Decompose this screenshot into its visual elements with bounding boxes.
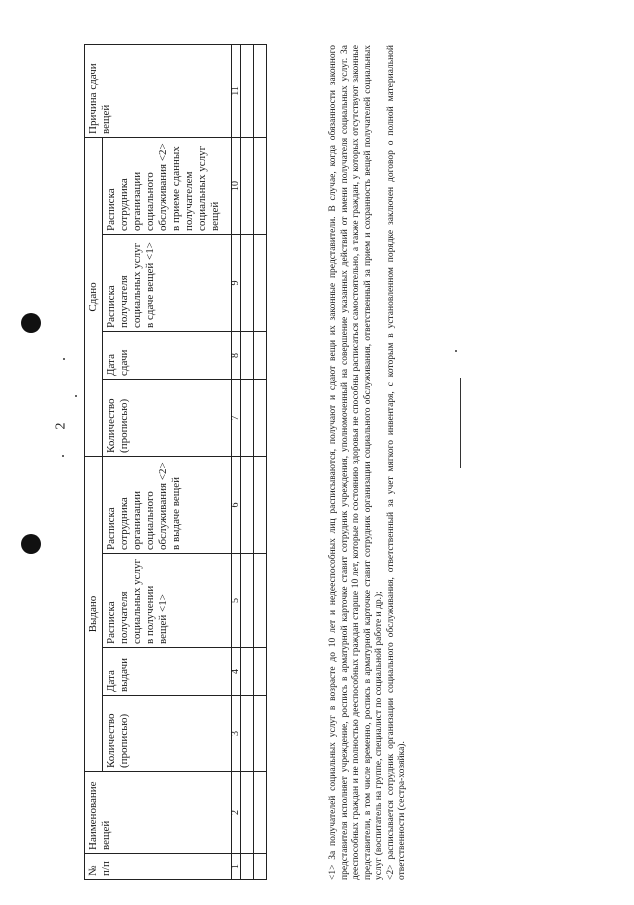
- header-reason: Причина сдачи вещей: [85, 44, 232, 137]
- empty-row: [241, 44, 254, 879]
- cell: [241, 379, 254, 456]
- cell: [241, 554, 254, 648]
- col-num: 4: [232, 648, 241, 696]
- delivered-recipient-sig: Расписка получателя социальных услуг в сдаче вещей <1>: [103, 234, 232, 331]
- scan-speck: [63, 358, 65, 360]
- issued-staff-sig: Расписка сотрудника организации социального обслуживания <2> в выдаче вещей: [103, 456, 232, 553]
- col-num: 5: [232, 554, 241, 648]
- scan-speck: [62, 455, 64, 457]
- rotated-sheet-frame: [84, 45, 434, 880]
- punch-hole-top: [21, 313, 41, 333]
- empty-row: [254, 44, 267, 879]
- col-num: 9: [232, 234, 241, 331]
- cell: [254, 554, 267, 648]
- col-num: 3: [232, 696, 241, 772]
- cell: [254, 648, 267, 696]
- cell: [241, 648, 254, 696]
- delivered-staff-sig: Расписка сотрудника организации социального обслуживания <2> в приеме сданных получателем социальных услуг вещей: [103, 137, 232, 234]
- register-sheet: [84, 45, 434, 880]
- issued-date: Дата выдачи: [103, 648, 232, 696]
- col-num: 11: [232, 44, 241, 137]
- header-name: Наименование вещей: [85, 772, 232, 854]
- col-num: 7: [232, 379, 241, 456]
- scan-speck: [75, 395, 77, 397]
- cell: [254, 696, 267, 772]
- cell: [241, 456, 254, 553]
- scan-speck: [455, 350, 457, 352]
- delivered-qty: Количество (прописью): [103, 379, 232, 456]
- col-num: 10: [232, 137, 241, 234]
- issued-recipient-sig: Расписка получателя социальных услуг в получении вещей <1>: [103, 554, 232, 648]
- cell: [254, 44, 267, 137]
- footnote-2: <2> расписывается сотрудник организации социального обслуживания, ответственный за учет мягкого инвентаря, с которым в установленном порядке заключен договор о полной материальной ответственности (сестра-хозяйка).: [385, 45, 407, 880]
- footnotes: [328, 45, 409, 880]
- header-num: № п/п: [85, 854, 232, 880]
- col-num: 8: [232, 331, 241, 379]
- cell: [254, 772, 267, 854]
- issued-qty: Количество (прописью): [103, 696, 232, 772]
- header-delivered: Сдано: [85, 137, 103, 456]
- cell: [254, 379, 267, 456]
- cell: [241, 44, 254, 137]
- cell: [241, 854, 254, 880]
- delivered-date: Дата сдачи: [103, 331, 232, 379]
- cell: [241, 137, 254, 234]
- cell: [241, 331, 254, 379]
- column-number-row: [232, 44, 241, 879]
- punch-hole-bottom: [21, 534, 41, 554]
- cell: [254, 331, 267, 379]
- footnote-1: <1> За получателей социальных услуг в возрасте до 10 лет и недееспособных лиц расписываются, получают и сдают вещи их законные представители. В случае, когда обязанности законного представителя исполняет учреждение, роспись в арматурной карточке ставит сотрудник учреждения, уполномоченный на совершение указанных действий от имени получателя социальных услуг. За дееспособных граждан и не полностью дееспособных граждан старше 10 лет, которые по состоянию здоровья не способны расписаться самостоятельно, а также граждан, у которых отсутствуют законные представители, в том числе временно, роспись в арматурной карточке ставит сотрудник организации социального обслуживания, ответственный за прием и сохранность вещей получателей социальных услуг (воспитатель на группе, специалист по социальной работе и др.);: [328, 45, 384, 880]
- cell: [254, 854, 267, 880]
- col-num: 1: [232, 854, 241, 880]
- page-number: 2: [53, 422, 69, 430]
- cell: [254, 137, 267, 234]
- cell: [241, 772, 254, 854]
- col-num: 6: [232, 456, 241, 553]
- cell: [254, 456, 267, 553]
- cell: [241, 234, 254, 331]
- items-register-table: [84, 44, 267, 880]
- header-issued: Выдано: [85, 456, 103, 771]
- scan-line-mark: [460, 378, 461, 468]
- cell: [254, 234, 267, 331]
- cell: [241, 696, 254, 772]
- col-num: 2: [232, 772, 241, 854]
